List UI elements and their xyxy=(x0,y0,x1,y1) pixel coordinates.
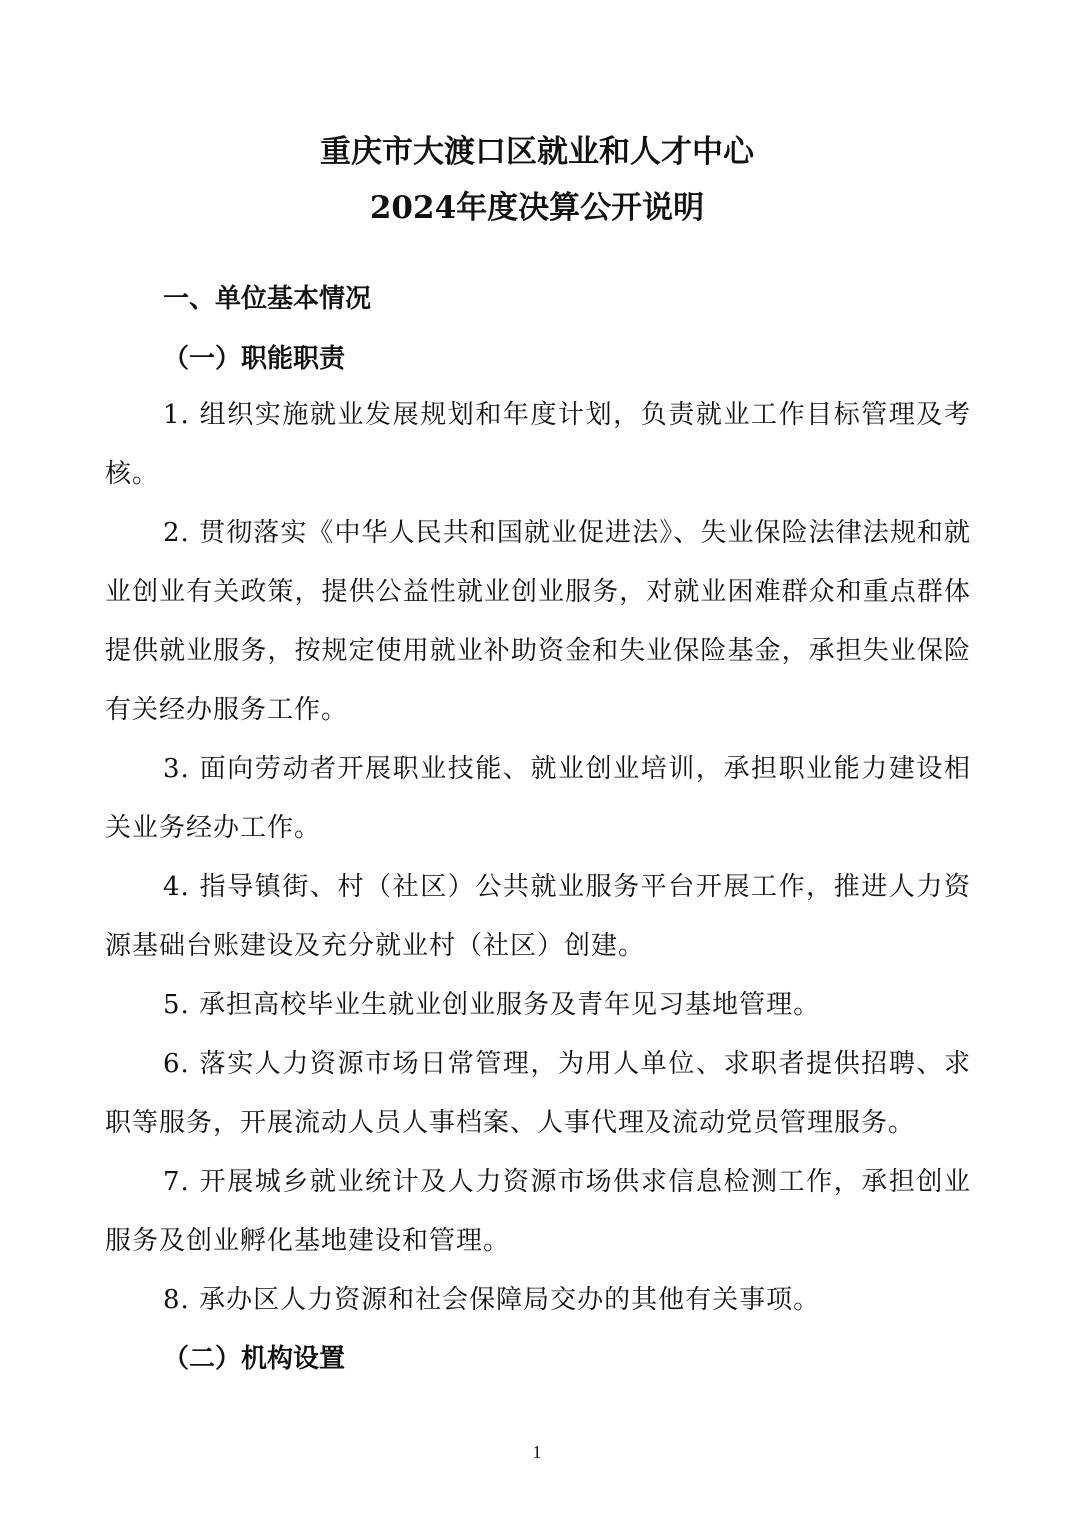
duty-paragraph-1: 1. 组织实施就业发展规划和年度计划，负责就业工作目标管理及考核。 xyxy=(105,400,971,489)
duty-paragraph-6: 6. 落实人力资源市场日常管理，为用人单位、求职者提供招聘、求职等服务，开展流动人员人事档案、人事代理及流动党员管理服务。 xyxy=(105,1049,971,1138)
duty-paragraph-4: 4. 指导镇街、村（社区）公共就业服务平台开展工作，推进人力资源基础台账建设及充分就业村（社区）创建。 xyxy=(105,872,971,961)
duty-paragraph-7: 7. 开展城乡就业统计及人力资源市场供求信息检测工作，承担创业服务及创业孵化基地建设和管理。 xyxy=(105,1167,971,1256)
duty-paragraph-3: 3. 面向劳动者开展职业技能、就业创业培训，承担职业能力建设相关业务经办工作。 xyxy=(105,754,971,843)
section-heading-basic-info: 一、单位基本情况 xyxy=(163,284,372,314)
duty-paragraph-5: 5. 承担高校毕业生就业创业服务及青年见习基地管理。 xyxy=(163,990,821,1020)
subsection-heading-duties: （一）职能职责 xyxy=(163,344,346,374)
page-number: 1 xyxy=(532,1442,542,1462)
document-title-line1: 重庆市大渡口区就业和人才中心 xyxy=(320,134,754,170)
document-title-line2: 2024年度决算公开说明 xyxy=(369,190,705,226)
subsection-heading-organization: （二）机构设置 xyxy=(163,1344,346,1374)
duty-paragraph-8: 8. 承办区人力资源和社会保障局交办的其他有关事项。 xyxy=(163,1285,821,1315)
duty-paragraph-2: 2. 贯彻落实《中华人民共和国就业促进法》、失业保险法律法规和就业创业有关政策，提供公益性就业创业服务，对就业困难群众和重点群体提供就业服务，按规定使用就业补助资金和失业保险基金，承担失业保险有关经办服务工作。 xyxy=(105,518,971,725)
